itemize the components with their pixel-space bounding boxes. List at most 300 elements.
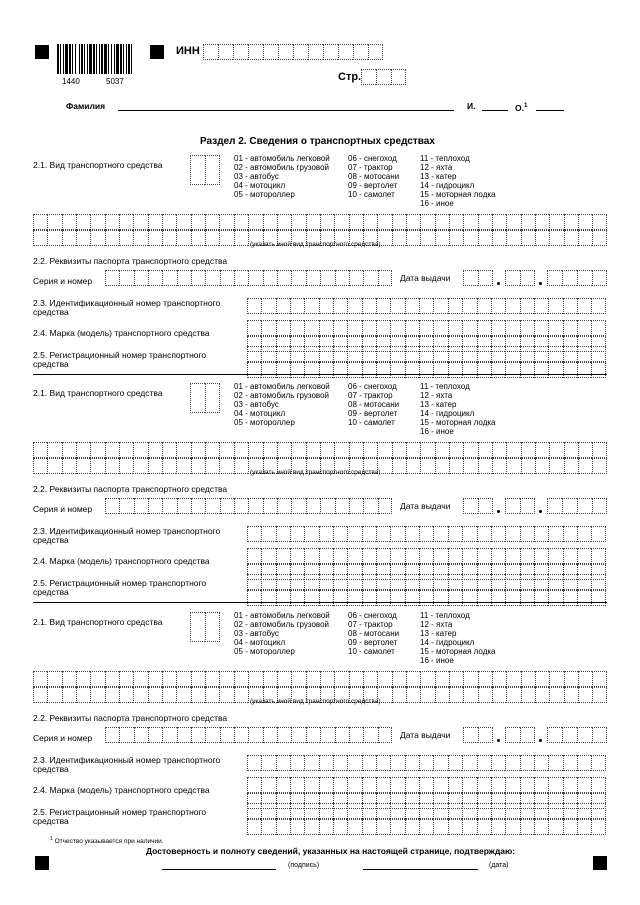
input-cell[interactable] <box>419 298 433 314</box>
input-cell[interactable] <box>392 687 406 703</box>
input-cell[interactable] <box>449 458 463 474</box>
input-cell[interactable] <box>548 590 562 606</box>
series-number-cells[interactable] <box>105 498 392 514</box>
input-cell[interactable] <box>363 727 377 743</box>
input-cell[interactable] <box>162 727 176 743</box>
input-cell[interactable] <box>405 346 419 362</box>
input-cell[interactable] <box>520 755 534 771</box>
input-cell[interactable] <box>263 214 277 230</box>
input-cell[interactable] <box>548 803 562 819</box>
input-cell[interactable] <box>591 803 605 819</box>
input-cell[interactable] <box>505 346 519 362</box>
input-cell[interactable] <box>478 498 493 514</box>
input-cell[interactable] <box>76 214 90 230</box>
input-cell[interactable] <box>234 230 248 246</box>
input-cell[interactable] <box>390 819 404 835</box>
input-cell[interactable] <box>363 442 377 458</box>
input-cell[interactable] <box>304 320 318 336</box>
input-cell[interactable] <box>477 574 491 590</box>
input-cell[interactable] <box>548 362 562 378</box>
input-cell[interactable] <box>349 671 363 687</box>
vehicle-type-cells[interactable] <box>190 612 220 642</box>
input-cell[interactable] <box>419 548 433 564</box>
input-cell[interactable] <box>291 671 305 687</box>
input-cell[interactable] <box>592 498 607 514</box>
vin-cells[interactable] <box>247 526 606 542</box>
input-cell[interactable] <box>491 755 505 771</box>
input-cell[interactable] <box>478 270 493 286</box>
input-cell[interactable] <box>148 498 162 514</box>
input-cell[interactable] <box>492 230 506 246</box>
input-cell[interactable] <box>33 230 47 246</box>
input-cell[interactable] <box>333 526 347 542</box>
input-cell[interactable] <box>419 590 433 606</box>
input-cell[interactable] <box>263 671 277 687</box>
input-cell[interactable] <box>234 458 248 474</box>
input-cell[interactable] <box>276 755 290 771</box>
input-cell[interactable] <box>463 214 477 230</box>
input-cell[interactable] <box>347 574 361 590</box>
input-cell[interactable] <box>90 230 104 246</box>
input-cell[interactable] <box>291 270 305 286</box>
input-cell[interactable] <box>564 671 578 687</box>
input-cell[interactable] <box>319 548 333 564</box>
input-cell[interactable] <box>276 777 290 793</box>
input-cell[interactable] <box>276 548 290 564</box>
input-cell[interactable] <box>591 298 605 314</box>
input-cell[interactable] <box>405 548 419 564</box>
input-cell[interactable] <box>376 548 390 564</box>
input-cell[interactable] <box>491 590 505 606</box>
input-cell[interactable] <box>90 687 104 703</box>
input-cell[interactable] <box>535 214 549 230</box>
input-cell[interactable] <box>362 548 376 564</box>
input-cell[interactable] <box>319 803 333 819</box>
input-cell[interactable] <box>462 777 476 793</box>
input-cell[interactable] <box>319 819 333 835</box>
input-cell[interactable] <box>448 777 462 793</box>
input-cell[interactable] <box>362 526 376 542</box>
input-cell[interactable] <box>592 671 606 687</box>
input-cell[interactable] <box>520 298 534 314</box>
input-cell[interactable] <box>133 230 147 246</box>
input-cell[interactable] <box>563 320 577 336</box>
input-cell[interactable] <box>47 458 61 474</box>
input-cell[interactable] <box>477 803 491 819</box>
input-cell[interactable] <box>478 671 492 687</box>
vehicle-type-cells[interactable] <box>190 383 220 413</box>
input-cell[interactable] <box>535 458 549 474</box>
input-cell[interactable] <box>304 755 318 771</box>
input-cell[interactable] <box>549 458 563 474</box>
input-cell[interactable] <box>534 819 548 835</box>
input-cell[interactable] <box>390 548 404 564</box>
input-cell[interactable] <box>333 755 347 771</box>
input-cell[interactable] <box>191 727 205 743</box>
input-cell[interactable] <box>462 803 476 819</box>
input-cell[interactable] <box>319 574 333 590</box>
input-cell[interactable] <box>547 270 562 286</box>
input-cell[interactable] <box>277 442 291 458</box>
issue-day-cells[interactable] <box>463 498 493 514</box>
input-cell[interactable] <box>377 442 391 458</box>
input-cell[interactable] <box>276 526 290 542</box>
input-cell[interactable] <box>548 298 562 314</box>
input-cell[interactable] <box>76 442 90 458</box>
input-cell[interactable] <box>220 270 234 286</box>
input-cell[interactable] <box>520 777 534 793</box>
input-cell[interactable] <box>276 346 290 362</box>
series-number-cells[interactable] <box>105 270 392 286</box>
input-cell[interactable] <box>478 458 492 474</box>
input-cell[interactable] <box>333 320 347 336</box>
other-type-cells[interactable] <box>33 442 607 458</box>
input-cell[interactable] <box>520 498 535 514</box>
input-cell[interactable] <box>492 687 506 703</box>
input-cell[interactable] <box>591 755 605 771</box>
input-cell[interactable] <box>363 270 377 286</box>
input-cell[interactable] <box>363 671 377 687</box>
input-cell[interactable] <box>304 819 318 835</box>
input-cell[interactable] <box>521 671 535 687</box>
input-cell[interactable] <box>406 671 420 687</box>
input-cell[interactable] <box>234 687 248 703</box>
input-cell[interactable] <box>578 671 592 687</box>
input-cell[interactable] <box>462 590 476 606</box>
input-cell[interactable] <box>247 548 261 564</box>
input-cell[interactable] <box>492 214 506 230</box>
input-cell[interactable] <box>435 458 449 474</box>
input-cell[interactable] <box>347 320 361 336</box>
input-cell[interactable] <box>548 320 562 336</box>
input-cell[interactable] <box>520 362 534 378</box>
input-cell[interactable] <box>505 548 519 564</box>
input-cell[interactable] <box>247 362 261 378</box>
input-cell[interactable] <box>520 526 534 542</box>
input-cell[interactable] <box>205 612 220 642</box>
input-cell[interactable] <box>205 214 219 230</box>
input-cell[interactable] <box>534 320 548 336</box>
input-cell[interactable] <box>506 442 520 458</box>
input-cell[interactable] <box>119 230 133 246</box>
input-cell[interactable] <box>534 298 548 314</box>
input-cell[interactable] <box>390 574 404 590</box>
input-cell[interactable] <box>205 442 219 458</box>
input-cell[interactable] <box>591 548 605 564</box>
input-cell[interactable] <box>119 442 133 458</box>
input-cell[interactable] <box>505 574 519 590</box>
input-cell[interactable] <box>592 727 607 743</box>
input-cell[interactable] <box>191 498 205 514</box>
input-cell[interactable] <box>564 458 578 474</box>
input-cell[interactable] <box>390 590 404 606</box>
input-cell[interactable] <box>463 727 478 743</box>
input-cell[interactable] <box>548 346 562 362</box>
input-cell[interactable] <box>338 44 353 60</box>
input-cell[interactable] <box>577 590 591 606</box>
input-cell[interactable] <box>520 270 535 286</box>
input-cell[interactable] <box>377 671 391 687</box>
input-cell[interactable] <box>148 458 162 474</box>
input-cell[interactable] <box>319 320 333 336</box>
input-cell[interactable] <box>563 346 577 362</box>
input-cell[interactable] <box>47 687 61 703</box>
input-cell[interactable] <box>577 346 591 362</box>
input-cell[interactable] <box>148 214 162 230</box>
input-cell[interactable] <box>534 548 548 564</box>
input-cell[interactable] <box>368 44 383 60</box>
input-cell[interactable] <box>405 362 419 378</box>
input-cell[interactable] <box>390 803 404 819</box>
input-cell[interactable] <box>33 671 47 687</box>
input-cell[interactable] <box>491 777 505 793</box>
input-cell[interactable] <box>304 526 318 542</box>
input-cell[interactable] <box>419 320 433 336</box>
input-cell[interactable] <box>276 574 290 590</box>
input-cell[interactable] <box>562 270 577 286</box>
input-cell[interactable] <box>234 270 248 286</box>
input-cell[interactable] <box>462 298 476 314</box>
input-cell[interactable] <box>562 498 577 514</box>
input-cell[interactable] <box>304 803 318 819</box>
input-cell[interactable] <box>433 320 447 336</box>
input-cell[interactable] <box>492 442 506 458</box>
input-cell[interactable] <box>162 214 176 230</box>
input-cell[interactable] <box>291 442 305 458</box>
input-cell[interactable] <box>549 671 563 687</box>
input-cell[interactable] <box>205 727 219 743</box>
input-cell[interactable] <box>261 362 275 378</box>
input-cell[interactable] <box>491 298 505 314</box>
input-cell[interactable] <box>392 458 406 474</box>
input-cell[interactable] <box>247 819 261 835</box>
input-cell[interactable] <box>333 346 347 362</box>
input-cell[interactable] <box>563 590 577 606</box>
input-cell[interactable] <box>591 590 605 606</box>
input-cell[interactable] <box>304 298 318 314</box>
input-cell[interactable] <box>362 298 376 314</box>
input-cell[interactable] <box>362 362 376 378</box>
input-cell[interactable] <box>505 590 519 606</box>
input-cell[interactable] <box>491 574 505 590</box>
issue-year-cells[interactable] <box>547 498 607 514</box>
input-cell[interactable] <box>319 346 333 362</box>
input-cell[interactable] <box>134 270 148 286</box>
input-cell[interactable] <box>247 526 261 542</box>
input-cell[interactable] <box>478 214 492 230</box>
input-cell[interactable] <box>462 362 476 378</box>
input-cell[interactable] <box>505 498 520 514</box>
input-cell[interactable] <box>376 298 390 314</box>
input-cell[interactable] <box>261 574 275 590</box>
input-cell[interactable] <box>433 819 447 835</box>
input-cell[interactable] <box>376 346 390 362</box>
input-cell[interactable] <box>563 362 577 378</box>
input-cell[interactable] <box>304 548 318 564</box>
input-cell[interactable] <box>47 671 61 687</box>
input-cell[interactable] <box>319 590 333 606</box>
input-cell[interactable] <box>333 803 347 819</box>
surname-field[interactable] <box>118 110 454 111</box>
input-cell[interactable] <box>276 362 290 378</box>
input-cell[interactable] <box>420 442 434 458</box>
input-cell[interactable] <box>263 442 277 458</box>
input-cell[interactable] <box>577 362 591 378</box>
input-cell[interactable] <box>520 320 534 336</box>
input-cell[interactable] <box>290 346 304 362</box>
input-cell[interactable] <box>577 526 591 542</box>
input-cell[interactable] <box>47 214 61 230</box>
input-cell[interactable] <box>248 671 262 687</box>
input-cell[interactable] <box>478 727 493 743</box>
input-cell[interactable] <box>218 44 233 60</box>
vin-cells[interactable] <box>247 755 606 771</box>
input-cell[interactable] <box>119 687 133 703</box>
input-cell[interactable] <box>105 727 119 743</box>
input-cell[interactable] <box>548 755 562 771</box>
input-cell[interactable] <box>448 320 462 336</box>
inn-cells[interactable] <box>203 44 383 60</box>
input-cell[interactable] <box>492 671 506 687</box>
input-cell[interactable] <box>477 320 491 336</box>
input-cell[interactable] <box>277 727 291 743</box>
input-cell[interactable] <box>521 687 535 703</box>
input-cell[interactable] <box>477 548 491 564</box>
series-number-cells[interactable] <box>105 727 392 743</box>
input-cell[interactable] <box>548 548 562 564</box>
input-cell[interactable] <box>349 442 363 458</box>
input-cell[interactable] <box>205 687 219 703</box>
input-cell[interactable] <box>148 671 162 687</box>
input-cell[interactable] <box>205 230 219 246</box>
input-cell[interactable] <box>578 442 592 458</box>
input-cell[interactable] <box>478 687 492 703</box>
input-cell[interactable] <box>191 687 205 703</box>
input-cell[interactable] <box>462 346 476 362</box>
input-cell[interactable] <box>290 362 304 378</box>
input-cell[interactable] <box>190 155 205 185</box>
brand-cells[interactable] <box>247 548 606 564</box>
input-cell[interactable] <box>234 671 248 687</box>
input-cell[interactable] <box>577 298 591 314</box>
input-cell[interactable] <box>433 777 447 793</box>
input-cell[interactable] <box>247 320 261 336</box>
brand-cells[interactable] <box>247 320 606 336</box>
input-cell[interactable] <box>290 320 304 336</box>
input-cell[interactable] <box>276 803 290 819</box>
input-cell[interactable] <box>306 498 320 514</box>
input-cell[interactable] <box>291 498 305 514</box>
input-cell[interactable] <box>335 498 349 514</box>
input-cell[interactable] <box>506 687 520 703</box>
input-cell[interactable] <box>319 362 333 378</box>
input-cell[interactable] <box>477 298 491 314</box>
input-cell[interactable] <box>435 214 449 230</box>
input-cell[interactable] <box>449 442 463 458</box>
input-cell[interactable] <box>234 727 248 743</box>
input-cell[interactable] <box>219 230 233 246</box>
input-cell[interactable] <box>448 590 462 606</box>
input-cell[interactable] <box>578 230 592 246</box>
input-cell[interactable] <box>220 727 234 743</box>
input-cell[interactable] <box>577 574 591 590</box>
input-cell[interactable] <box>349 727 363 743</box>
input-cell[interactable] <box>578 214 592 230</box>
input-cell[interactable] <box>162 498 176 514</box>
input-cell[interactable] <box>306 671 320 687</box>
input-cell[interactable] <box>276 320 290 336</box>
input-cell[interactable] <box>463 458 477 474</box>
input-cell[interactable] <box>477 362 491 378</box>
input-cell[interactable] <box>433 548 447 564</box>
input-cell[interactable] <box>205 383 220 413</box>
input-cell[interactable] <box>105 214 119 230</box>
input-cell[interactable] <box>162 442 176 458</box>
input-cell[interactable] <box>353 44 368 60</box>
initial-o-field[interactable] <box>536 110 564 111</box>
input-cell[interactable] <box>463 442 477 458</box>
vin-cells[interactable] <box>247 298 606 314</box>
input-cell[interactable] <box>276 590 290 606</box>
input-cell[interactable] <box>535 671 549 687</box>
input-cell[interactable] <box>247 803 261 819</box>
input-cell[interactable] <box>290 526 304 542</box>
input-cell[interactable] <box>304 777 318 793</box>
input-cell[interactable] <box>105 458 119 474</box>
input-cell[interactable] <box>548 819 562 835</box>
input-cell[interactable] <box>261 777 275 793</box>
input-cell[interactable] <box>549 687 563 703</box>
input-cell[interactable] <box>449 230 463 246</box>
input-cell[interactable] <box>62 214 76 230</box>
input-cell[interactable] <box>234 214 248 230</box>
input-cell[interactable] <box>505 777 519 793</box>
date-field[interactable] <box>363 869 478 870</box>
input-cell[interactable] <box>463 270 478 286</box>
input-cell[interactable] <box>405 777 419 793</box>
input-cell[interactable] <box>320 498 334 514</box>
input-cell[interactable] <box>462 819 476 835</box>
input-cell[interactable] <box>263 727 277 743</box>
brand-cells[interactable] <box>247 777 606 793</box>
input-cell[interactable] <box>505 755 519 771</box>
input-cell[interactable] <box>347 777 361 793</box>
input-cell[interactable] <box>563 548 577 564</box>
input-cell[interactable] <box>335 270 349 286</box>
input-cell[interactable] <box>319 298 333 314</box>
input-cell[interactable] <box>162 458 176 474</box>
input-cell[interactable] <box>505 270 520 286</box>
input-cell[interactable] <box>205 155 220 185</box>
input-cell[interactable] <box>433 755 447 771</box>
input-cell[interactable] <box>362 819 376 835</box>
input-cell[interactable] <box>577 270 592 286</box>
input-cell[interactable] <box>306 442 320 458</box>
input-cell[interactable] <box>247 574 261 590</box>
input-cell[interactable] <box>477 346 491 362</box>
input-cell[interactable] <box>563 298 577 314</box>
input-cell[interactable] <box>505 526 519 542</box>
input-cell[interactable] <box>119 727 133 743</box>
input-cell[interactable] <box>505 727 520 743</box>
input-cell[interactable] <box>176 442 190 458</box>
reg-number-cells[interactable] <box>247 346 606 362</box>
input-cell[interactable] <box>406 687 420 703</box>
input-cell[interactable] <box>549 230 563 246</box>
input-cell[interactable] <box>378 727 392 743</box>
input-cell[interactable] <box>119 214 133 230</box>
input-cell[interactable] <box>261 320 275 336</box>
